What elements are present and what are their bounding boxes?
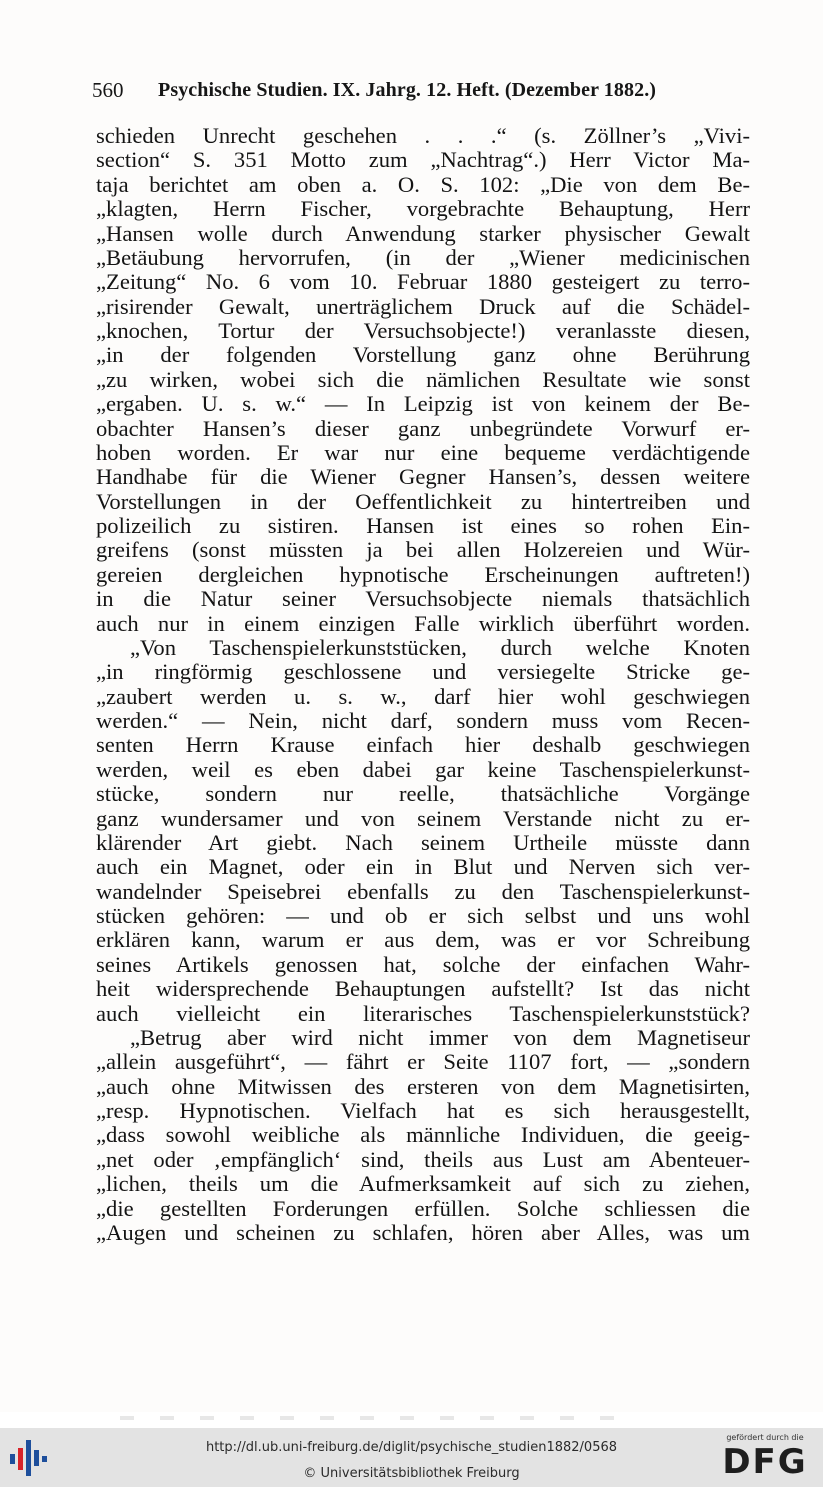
text-line: werden, weil es eben dabei gar keine Taschenspielerkunst- xyxy=(96,756,750,782)
text-line: Handhabe für die Wiener Gegner Hansen’s, dessen weitere xyxy=(96,464,750,490)
text-line: auch ein Magnet, oder ein in Blut und Nerven sich ver- xyxy=(96,854,750,880)
copyright-notice: © Universitätsbibliothek Freiburg xyxy=(303,1466,520,1481)
text-line: „risirender Gewalt, unerträglichem Druck auf die Schädel- xyxy=(96,293,750,319)
text-line: „zaubert werden u. s. w., darf hier wohl geschwiegen xyxy=(96,683,750,709)
text-line: hoben worden. Er war nur eine bequeme verdächtigende xyxy=(96,439,750,465)
text-line: in die Natur seiner Versuchsobjecte niemals thatsächlich xyxy=(96,586,750,612)
text-line: „allein ausgeführt“, — fährt er Seite 1107 fort, — „sondern xyxy=(96,1049,750,1075)
text-line: „resp. Hypnotischen. Vielfach hat es sich herausgestellt, xyxy=(96,1098,750,1123)
text-line: „knochen, Tortur der Versuchsobjecte!) veranlasste diesen, xyxy=(96,318,750,343)
text-line: „Augen und scheinen zu schlafen, hören aber Alles, was um xyxy=(96,1219,750,1245)
text-line: stücken gehören: — und ob er sich selbst und uns wohl xyxy=(96,903,750,928)
text-line: section“ S. 351 Motto zum „Nachtrag“.) Herr Victor Ma- xyxy=(96,147,750,173)
text-line: „net oder ‚empfänglich‘ sind, theils aus Lust am Abenteuer- xyxy=(96,1146,750,1172)
text-line: „zu wirken, wobei sich die nämlichen Resultate wie sonst xyxy=(96,366,750,392)
text-line: Vorstellungen in der Oeffentlichkeit zu hintertreiben und xyxy=(96,488,750,514)
text-line: „ergaben. U. s. w.“ — In Leipzig ist von keinem der Be- xyxy=(96,391,750,417)
text-line: erklären kann, warum er aus dem, was er vor Schreibung xyxy=(96,927,750,953)
bleed-through-line xyxy=(120,1416,620,1420)
viewer-footer xyxy=(0,1428,823,1487)
text-line: „Betäubung hervorrufen, (in der „Wiener medicinischen xyxy=(96,244,750,270)
text-line: „klagten, Herrn Fischer, vorgebrachte Behauptung, Herr xyxy=(96,196,750,222)
body-text xyxy=(96,124,750,1245)
text-line: obachter Hansen’s dieser ganz unbegründete Vorwurf er- xyxy=(96,415,750,441)
text-line: „Von Taschenspielerkunststücken, durch welche Knoten xyxy=(130,634,750,660)
text-line: heit widersprechende Behauptungen aufstellt? Ist das nicht xyxy=(96,976,750,1002)
text-line: stücke, sondern nur reelle, thatsächliche Vorgänge xyxy=(96,781,750,807)
text-line: senten Herrn Krause einfach hier deshalb geschwiegen xyxy=(96,732,750,758)
journal-header-title: Psychische Studien. IX. Jahrg. 12. Heft. (Dezember 1882.) xyxy=(158,79,657,101)
text-line: seines Artikels genossen hat, solche der einfachen Wahr- xyxy=(96,951,750,977)
text-line: „Betrug aber wird nicht immer von dem Magnetiseur xyxy=(130,1024,750,1050)
text-line: „in der folgenden Vorstellung ganz ohne Berührung xyxy=(96,342,750,368)
text-line: auch nur in einem einzigen Falle wirklich überführt worden. xyxy=(96,610,750,636)
text-line: „Hansen wolle durch Anwendung starker physischer Gewalt xyxy=(96,220,750,246)
text-line: ganz wundersamer und von seinem Verstande nicht zu er- xyxy=(96,805,750,831)
text-line: „in ringförmig geschlossene und versiegelte Stricke ge- xyxy=(96,659,750,685)
text-line: taja berichtet am oben a. O. S. 102: „Die von dem Be- xyxy=(96,171,750,197)
text-line: wandelnder Speisebrei ebenfalls zu den Taschenspielerkunst- xyxy=(96,878,750,904)
running-head xyxy=(92,78,742,104)
dfg-caption: gefördert durch die xyxy=(726,1433,804,1442)
dfg-funding-logo[interactable] xyxy=(717,1433,813,1483)
text-line: polizeilich zu sistiren. Hansen ist eines so rohen Ein- xyxy=(96,513,750,538)
text-line: auch vielleicht ein literarisches Taschenspielerkunststück? xyxy=(96,1000,750,1026)
text-line: klärender Art giebt. Nach seinem Urtheile müsste dann xyxy=(96,829,750,855)
text-line: werden.“ — Nein, nicht darf, sondern muss vom Recen- xyxy=(96,708,750,733)
text-line: greifens (sonst müssten ja bei allen Holzereien und Wür- xyxy=(96,537,750,563)
text-line: „auch ohne Mitwissen des ersteren von dem Magnetisirten, xyxy=(96,1073,750,1099)
text-line: „Zeitung“ No. 6 vom 10. Februar 1880 gesteigert zu terro- xyxy=(96,269,750,295)
dfg-logo-icon: DFG xyxy=(722,1442,808,1482)
text-line: „dass sowohl weibliche als männliche Individuen, die geeig- xyxy=(96,1122,750,1148)
text-line: „lichen, theils um die Aufmerksamkeit auf sich zu ziehen, xyxy=(96,1171,750,1197)
text-line: schieden Unrecht geschehen . . .“ (s. Zöllner’s „Vivi- xyxy=(96,123,750,148)
document-url-link[interactable]: http://dl.ub.uni-freiburg.de/diglit/psychische_studien1882/0568 xyxy=(205,1440,618,1455)
text-line: „die gestellten Forderungen erfüllen. Solche schliessen die xyxy=(96,1195,750,1221)
text-line: gereien dergleichen hypnotische Erscheinungen auftreten!) xyxy=(96,561,750,587)
page-number: 560 xyxy=(92,78,124,102)
